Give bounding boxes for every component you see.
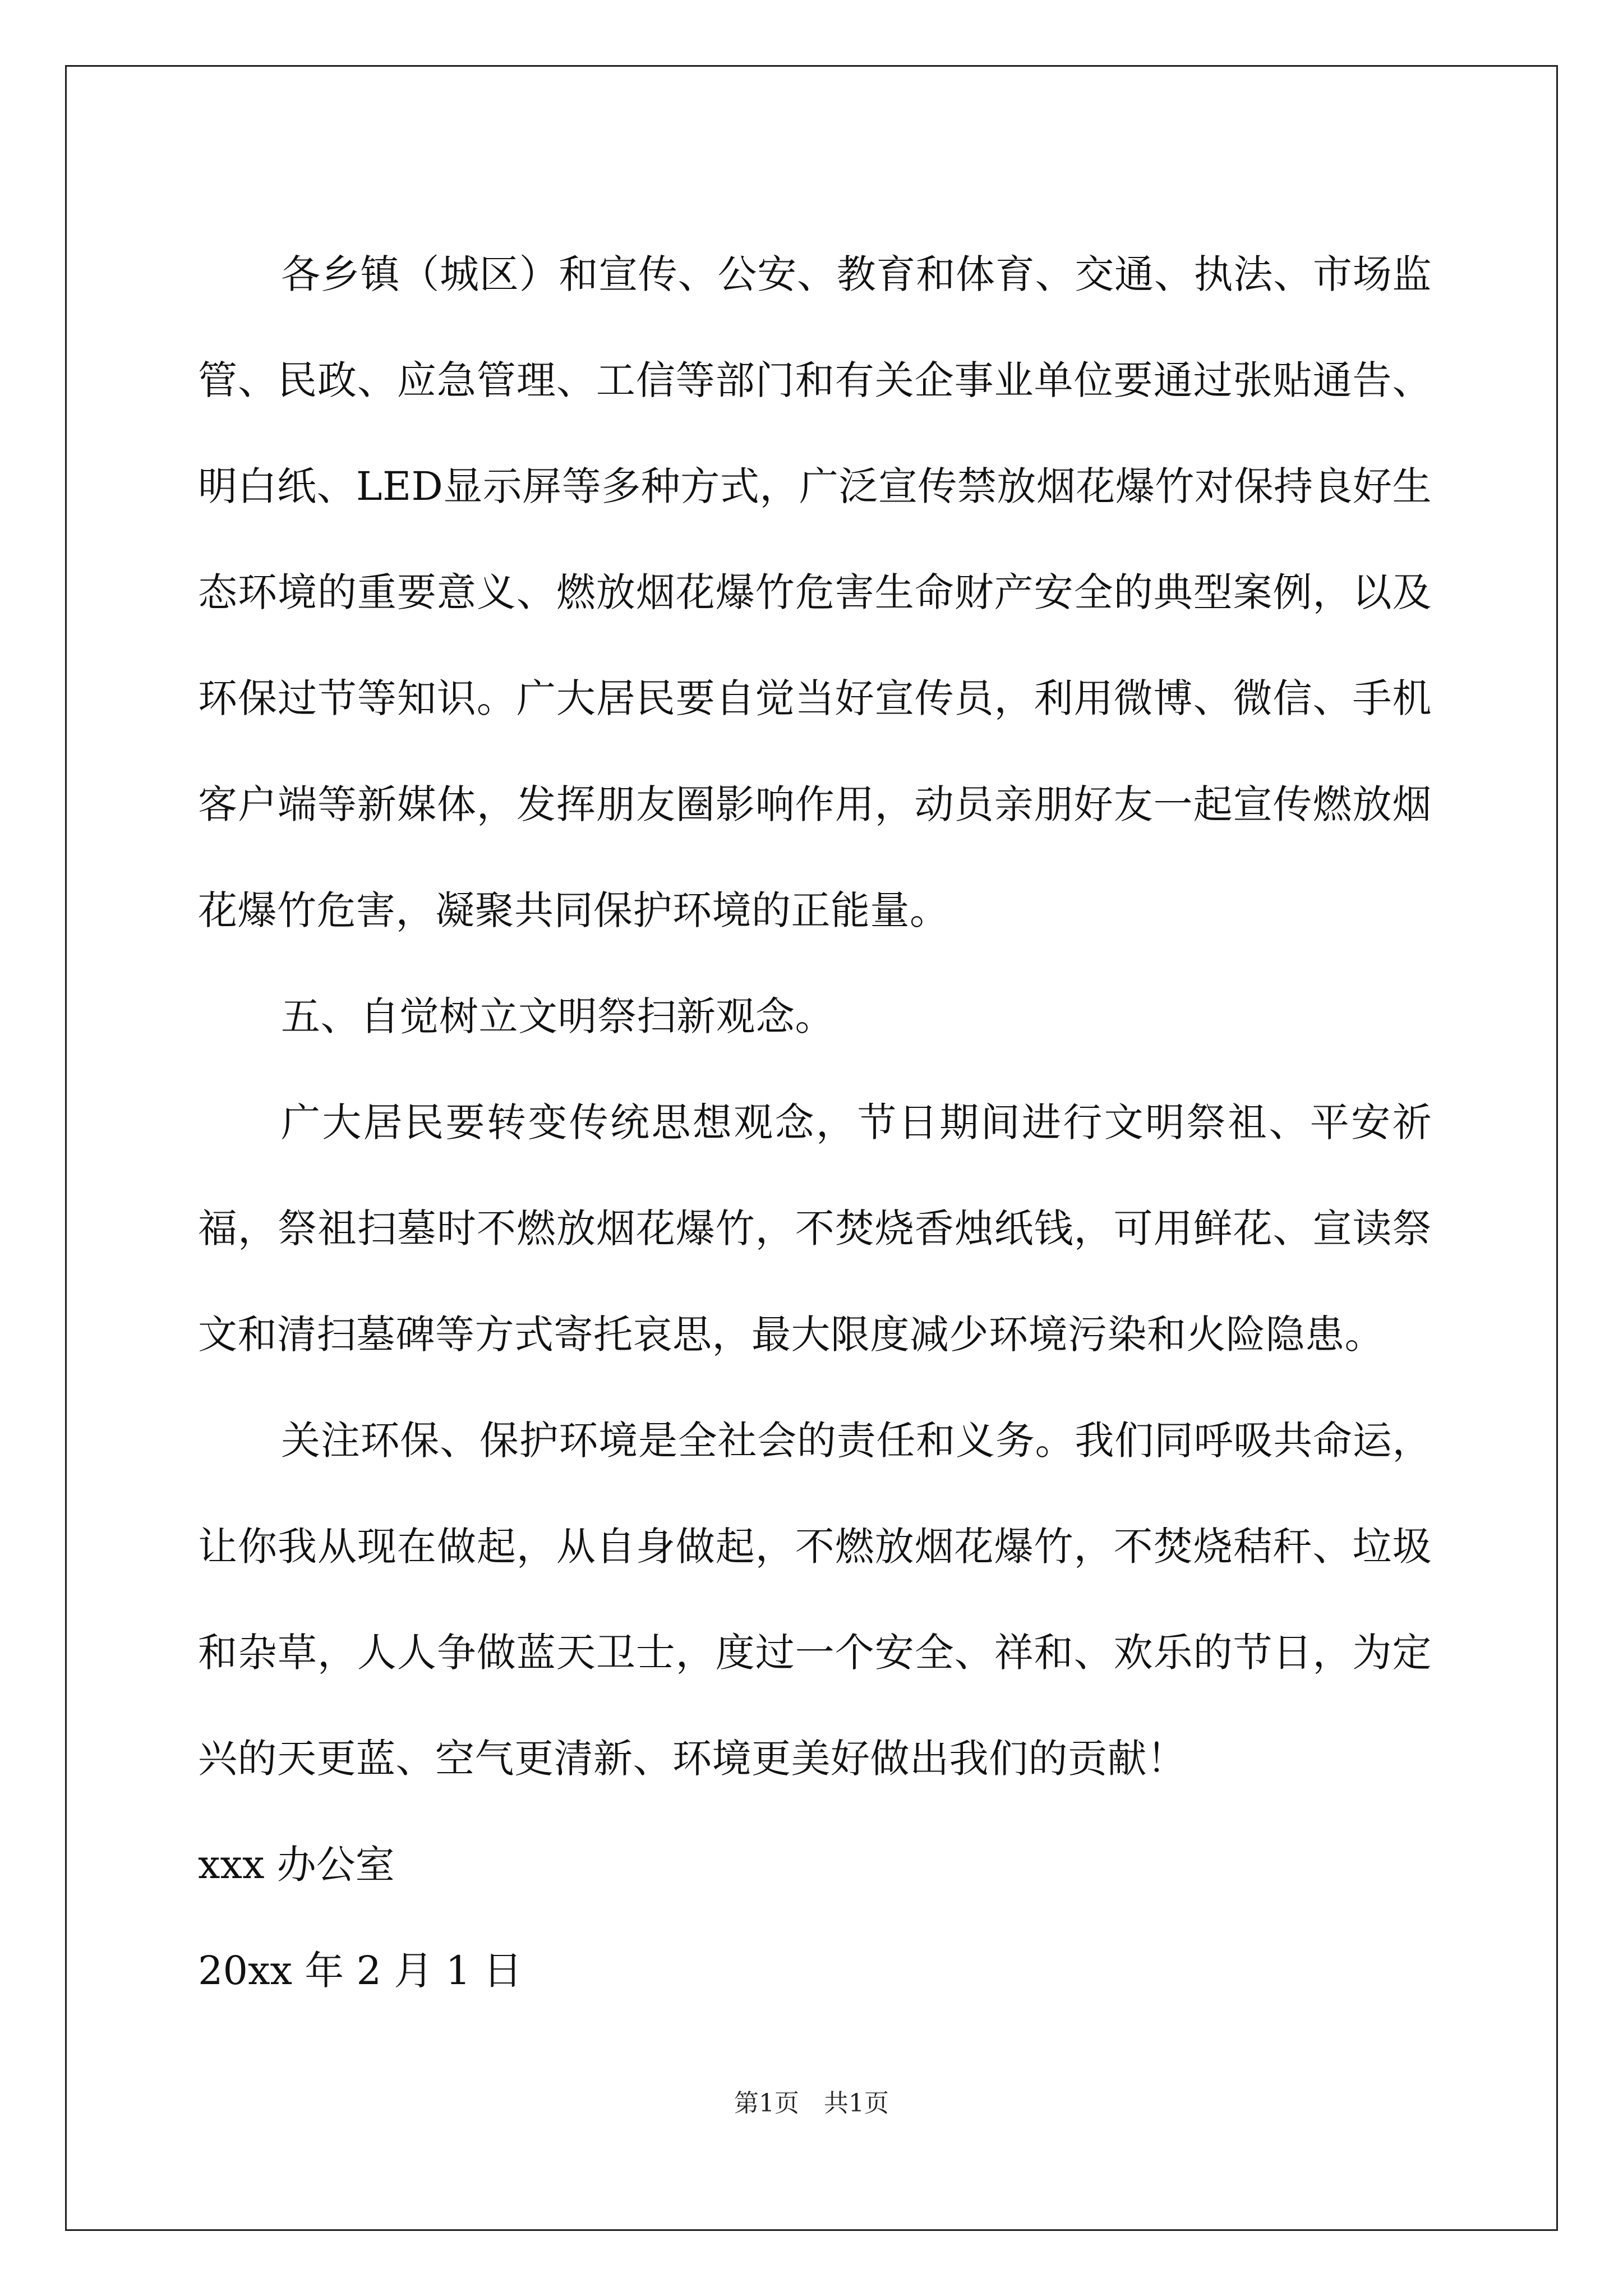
page-footer: 第1页 共1页 [734, 2089, 889, 2118]
document-body [198, 222, 1432, 2024]
paragraph-civilized-sweeping: 广大居民要转变传统思想观念，节日期间进行文明祭祖、平安祈福，祭祖扫墓时不燃放烟花爆竹，不焚烧香烛纸钱，可用鲜花、宣读祭文和清扫墓碑等方式寄托哀思，最大限度减少环境污染和火险隐患。 [198, 1099, 1432, 1358]
section-heading-five: 五、自觉树立文明祭扫新观念。 [281, 993, 834, 1039]
signature-office: xxx 办公室 [198, 1842, 395, 1888]
paragraph-closing-appeal: 关注环保、保护环境是全社会的责任和义务。我们同呼吸共命运，让你我从现在做起，从自身做起，不燃放烟花爆竹，不焚烧秸秆、垃圾和杂草，人人争做蓝天卫士，度过一个安全、祥和、欢乐的节日，为定兴的天更蓝、空气更清新、环境更美好做出我们的贡献！ [198, 1418, 1432, 1782]
paragraph-publicity: 各乡镇（城区）和宣传、公安、教育和体育、交通、执法、市场监管、民政、应急管理、工信等部门和有关企事业单位要通过张贴通告、明白纸、LED显示屏等多种方式，广泛宣传禁放烟花爆竹对保持良好生态环境的重要意义、燃放烟花爆竹危害生命财产安全的典型案例，以及环保过节等知识。广大居民要自觉当好宣传员，利用微博、微信、手机客户端等新媒体，发挥朋友圈影响作用，动员亲朋好友一起宣传燃放烟花爆竹危害，凝聚共同保护环境的正能量。 [198, 251, 1432, 933]
signature-date: 20xx 年 2 月 1 日 [198, 1948, 523, 1994]
